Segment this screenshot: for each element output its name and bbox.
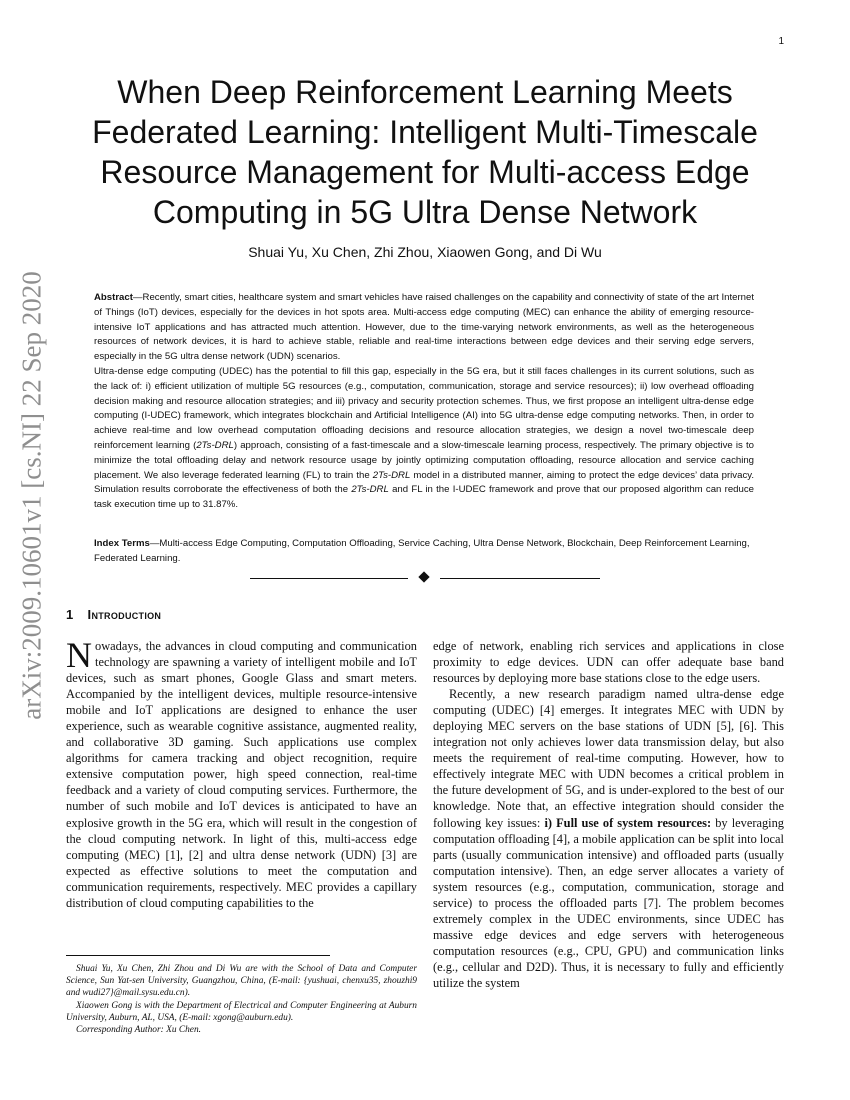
- intro-paragraph-3-text: Recently, a new research paradigm named ultra-dense edge computing (UDEC) [4] emerges. It integrates MEC with UDN by deploying MEC servers on the base stations of UDN [5], [6]. This integration not only achieves lower data transmission delay, but also meets the requirement of real-time computing. However, how to effectively integrate MEC with UDN becomes a critical problem in the future development of 5G, and is under-explored to the best of our knowledge. Note that, an effective integration should consider the following key issues:: [433, 687, 784, 830]
- author-list: Shuai Yu, Xu Chen, Zhi Zhou, Xiaowen Gong, and Di Wu: [248, 244, 602, 260]
- abstract-paragraph-2d: and FL in the I-UDEC framework and prove that our proposed algorithm can reduce task execution time up to: [94, 484, 754, 511]
- index-terms-label: Index Terms: [94, 538, 150, 549]
- index-terms: [94, 537, 754, 567]
- key-issue-heading: i) Full use of system resources:: [544, 815, 712, 830]
- footnote-affiliation-2: Xiaowen Gong is with the Department of Electrical and Computer Engineering at Auburn University, Auburn, AL, USA, (E-mail: xgong@auburn.edu).: [66, 1000, 417, 1023]
- footnote-rule: [66, 955, 330, 956]
- page-number: 1: [778, 36, 784, 47]
- index-terms-text: —Multi-access Edge Computing, Computation Offloading, Service Caching, Ultra Dense Network, Blockchain, Deep Reinforcement Learning, Federated Learning.: [94, 538, 750, 564]
- dropcap: N: [66, 635, 92, 675]
- footnote-affiliation-1: Shuai Yu, Xu Chen, Zhi Zhou and Di Wu are with the School of Data and Computer Science, Sun Yat-sen University, Guangzhou, China, (E-mail: {yushuai, chenxu35, zhouzhi9 and wudi27}@mail.sysu.edu.cn).: [66, 964, 417, 999]
- abstract-paragraph-2b: ) approach, consisting of a fast-timescale and a slow-timescale learning process, respectively. The primary objective is to minimize the total offloading delay and network resource usage by jointly optimizing computation offloading, resource allocation and service caching placement. We also leverage federated learning (FL) to train the: [94, 439, 754, 481]
- abstract-paragraph-1: —Recently, smart cities, healthcare system and smart vehicles have raised challenges on the capability and connectivity of state of the art Internet of Things (IoT) devices, especially for the devices in hot spots area. Multi-access edge computing (MEC) can enhance the ability of emerging resource-intensive IoT applications and has attracted much attention. However, due to the time-varying network environments, as well as the heterogeneous resources of network devices, it is hard to achieve stable, reliable and real-time interactions between edge devices and their serving edge servers, especially in the 5G ultra dense network (UDN) scenarios.: [94, 292, 754, 363]
- footnotes: [66, 963, 417, 1036]
- diamond-icon: [418, 571, 429, 582]
- intro-paragraph-3: [433, 686, 784, 991]
- abstract-term: 2Ts-DRL: [372, 469, 411, 481]
- abstract-paragraph-2: Ultra-dense edge computing (UDEC) has the potential to fill this gap, especially in the 5G era, but it still faces challenges in its current solutions, such as the lack of: i) efficient utilization of multiple 5G resources (e.g., computation, communication, storage and service resources); ii) low overhead offloading decision making and resource allocation strategies; and iii) privacy and security protection schemes. Thus, we first propose an intelligent ultra-dense edge computing (I-UDEC) framework, which integrates blockchain and Artificial Intelligence (AI) into 5G ultra-dense edge computing networks. Then, in order to achieve real-time and low overhead computation offloading decisions and resource allocation strategies, we design a novel two-timescale deep reinforcement learning (: [94, 365, 754, 451]
- left-column: [66, 635, 417, 911]
- abstract: [94, 291, 754, 513]
- abstract-label: Abstract: [94, 292, 133, 303]
- intro-paragraph-1: [66, 635, 417, 911]
- section-separator: [250, 570, 600, 586]
- abstract-term: 2Ts-DRL: [196, 439, 234, 451]
- abstract-percent: 31.87%: [202, 499, 236, 511]
- intro-paragraph-3-cont: by leveraging computation offloading [4], a mobile application can be split into local parts (usually communication intensive) and offloaded parts (usually computation intensive). Then, an edge server allocates a variety of system resources (e.g., computation, communication, storage and service) to process the offloaded parts [7]. The problem becomes extremely complex in the UDEC environments, since UDEC has massive edge devices and edge servers with heterogeneous computation resources (e.g., CPU, GPU) and communication links (e.g., cellular and D2D). Thus, it is necessary to fully and efficiently utilize the system: [433, 815, 784, 990]
- abstract-end: .: [235, 499, 239, 511]
- right-column: [433, 638, 784, 991]
- section-title: Introduction: [87, 607, 162, 622]
- footnote-corresponding: Corresponding Author: Xu Chen.: [76, 1025, 202, 1036]
- section-heading: [66, 607, 161, 622]
- section-number: 1: [66, 607, 74, 622]
- intro-paragraph-2: edge of network, enabling rich services and applications in close proximity to edge devices. UDN can offer adequate base band resources by deploying more base stations close to the edge users.: [433, 639, 784, 686]
- abstract-term: 2Ts-DRL: [351, 484, 389, 496]
- arxiv-stamp-text: arXiv:2009.10601v1 [cs.NI] 22 Sep 2020: [16, 270, 47, 720]
- intro-paragraph-1-text: owadays, the advances in cloud computing and communication technology are spawning a variety of intelligent mobile and IoT devices, such as smart phones, Google Glass and smart meters. Accompanied by the intelligent devices, multiple resource-intensive mobile and IoT applications are designed to enhance the user experience, such as wearable cognitive assistance, augmented reality, and collaborative 3D gaming. Such applications use complex algorithms for camera tracking and object recognition, require extensive computation power, high speed connection, real-time feedback and a variety of cloud computing services. Furthermore, the number of such mobile and IoT devices is anticipated to have an explosive growth in the 5G era, which will result in the congestion of the cloud computing network. In light of this, multi-access edge computing (MEC) [1], [2] and ultra dense network (UDN) [3] are expected as effective solutions to meet the computation and communication requirements, respectively. MEC provides a capillary distribution of cloud computing capabilities to the: [66, 639, 417, 910]
- arxiv-stamp: [12, 270, 52, 720]
- abstract-paragraph-2c: model in a distributed manner, aiming to protect the edge devices’ data privacy. Simulation results corroborate the effectiveness of both the: [94, 469, 754, 496]
- paper-title: When Deep Reinforcement Learning Meets Federated Learning: Intelligent Multi-Timescale Resource Management for Multi-access Edge Computing in 5G Ultra Dense Network: [92, 74, 758, 230]
